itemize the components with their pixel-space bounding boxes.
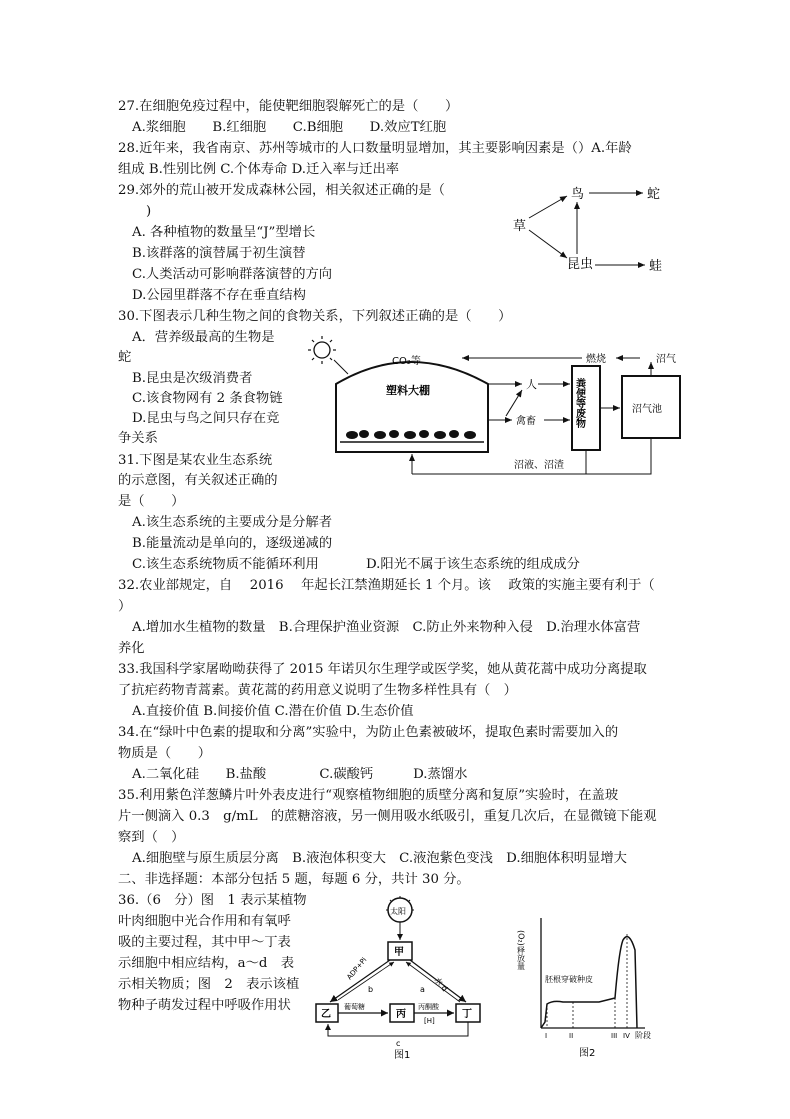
q35-stem-3: 察到（ ） — [118, 830, 185, 845]
eco-livestock: 禽畜 — [516, 416, 536, 427]
q36-line-3: 吸的主要过程，其中甲～丁表 — [118, 935, 291, 950]
q31-stem-3: 是（ ） — [118, 494, 185, 509]
q36-line-6: 物种子萌发过程中呼吸作用状 — [118, 998, 291, 1013]
fig1-jia: 甲 — [394, 947, 404, 958]
fig1-ding: 丁 — [462, 1009, 472, 1020]
fig1-water-d: 水 d — [432, 975, 450, 994]
food-web-insect: 昆虫 — [567, 257, 594, 272]
fig1-bing: 丙 — [396, 1009, 406, 1020]
eco-human: 人 — [526, 378, 537, 391]
section-2-heading: 二、非选择题：本部分包括 5 题，每题 6 分，共计 30 分。 — [118, 872, 470, 887]
q29-option-b: B.该群落的演替属于初生演替 — [132, 246, 306, 261]
fig1-adp: ADP+Pi — [345, 956, 369, 982]
fig2-tick-1: I — [545, 1032, 548, 1040]
fig1-a: a — [420, 985, 425, 994]
q27-options: A.浆细胞 B.红细胞 C.B细胞 D.效应T红胞 — [132, 120, 447, 135]
q32-options-2: 养化 — [118, 641, 145, 656]
q35-options: A.细胞壁与原生质层分离 B.液泡体积变大 C.液泡紫色变浅 D.细胞体积明显增大 — [132, 851, 627, 866]
q31-stem-2: 的示意图，有关叙述正确的 — [118, 473, 278, 488]
fig1-pyruvate: 丙酮酸 — [418, 1003, 439, 1011]
plants-icon — [340, 430, 484, 442]
q36-line-5: 示相关物质；图 2 表示该植 — [118, 977, 300, 992]
q36-line-2: 叶肉细胞中光合作用和有氧呼 — [118, 914, 291, 929]
q31-option-c: C.该生态系统物质不能循环利用 — [132, 557, 319, 572]
q29-option-a: A. 各种植物的数量呈“J”型增长 — [132, 225, 316, 240]
q30-option-a-2: 蛇 — [118, 350, 132, 365]
fig1-h: [H] — [424, 1017, 435, 1025]
q31-option-a: A.该生态系统的主要成分是分解者 — [132, 515, 332, 530]
fig2-xlabel: 阶段 — [635, 1031, 651, 1040]
q30-stem: 30.下图表示几种生物之间的食物关系，下列叙述正确的是（ ） — [118, 309, 512, 324]
fig1-c: c — [396, 1039, 401, 1048]
food-web-frog: 蛙 — [649, 259, 663, 274]
q28-stem-1: 28.近年来，我省南京、苏州等城市的人口数量明显增加，其主要影响因素是（）A.年龄 — [118, 141, 632, 156]
q33-stem-2: 了抗疟药物青蒿素。黄花蒿的药用意义说明了生物多样性具有（ ） — [118, 683, 517, 698]
q32-stem-2: ） — [118, 599, 132, 614]
eco-digester: 沼气池 — [632, 404, 662, 415]
fig1-b: b — [368, 985, 374, 994]
q36-line-4: 示细胞中相应结构，a～d 表 — [118, 956, 295, 971]
eco-biogas: 沼气 — [656, 354, 676, 365]
sun-icon — [386, 896, 414, 922]
fig2-tick-2: II — [569, 1032, 574, 1040]
q31-option-b: B.能量流动是单向的，逐级递减的 — [132, 536, 333, 551]
q29-stem-1: 29.郊外的荒山被开发成森林公园，相关叙述正确的是（ — [118, 183, 445, 198]
food-web-snake: 蛇 — [647, 187, 661, 202]
eco-co2: CO₂等 — [392, 356, 421, 367]
q32-stem-1: 32.农业部规定，自 2016 年起长江禁渔期延长 1 个月。该 政策的实施主要有利于（ — [118, 578, 655, 593]
q32-options: A.增加水生植物的数量 B.合理保护渔业资源 C.防止外来物种入侵 D.治理水体富营 — [132, 620, 641, 635]
arrow-grass-bird — [529, 196, 567, 218]
q34-options: A.二氧化硅 B.盐酸 C.碳酸钙 D.蒸馏水 — [132, 767, 468, 782]
q35-stem-2: 片一侧滴入 0.3 g/mL 的蔗糖溶液，另一侧用吸水纸吸引，重复几次后，在显微镜下能观 — [118, 809, 657, 824]
fig1-caption: 图1 — [394, 1050, 411, 1061]
sun-icon — [308, 336, 348, 374]
fig2-annotation: 胚根穿破种皮 — [545, 975, 593, 984]
q34-stem-2: 物质是（ ） — [118, 746, 212, 761]
q29-option-c: C.人类活动可影响群落演替的方向 — [132, 267, 333, 282]
figure-1-diagram — [310, 896, 495, 1061]
fig1-yi: 乙 — [321, 1009, 331, 1020]
fig1-sun: 太阳 — [390, 907, 406, 916]
fig2-tick-4: IV — [623, 1032, 630, 1040]
food-web-grass: 草 — [513, 219, 527, 234]
q30-option-b: B.昆虫是次级消费者 — [132, 371, 253, 386]
q30-option-d-1: D.昆虫与鸟之间只存在竞 — [132, 411, 280, 426]
ecosystem-diagram — [300, 334, 685, 482]
q36-line-1: 36.（6 分）图 1 表示某植物 — [118, 893, 307, 908]
eco-burning: 燃烧 — [586, 354, 606, 365]
fig2-tick-3: III — [611, 1032, 618, 1040]
q30-option-a-1: A．营养级最高的生物是 — [132, 330, 275, 345]
q29-option-d: D.公园里群落不存在垂直结构 — [132, 288, 306, 303]
q29-stem-2: ) — [146, 204, 152, 219]
fig1-glucose: 葡萄糖 — [344, 1003, 365, 1011]
food-web-bird: 鸟 — [571, 187, 585, 202]
q35-stem-1: 35.利用紫色洋葱鳞片叶外表皮进行“观察植物细胞的质壁分离和复原”实验时，在盖玻 — [118, 788, 619, 803]
q33-options: A.直接价值 B.间接价值 C.潜在价值 D.生态价值 — [132, 704, 414, 719]
q28-stem-2: 组成 B.性别比例 C.个体寿命 D.迁入率与迁出率 — [118, 162, 400, 177]
q31-option-d: D.阳光不属于该生态系统的组成成分 — [366, 557, 580, 572]
q30-option-d-2: 争关系 — [118, 431, 158, 446]
q33-stem-1: 33.我国科学家屠呦呦获得了 2015 年诺贝尔生理学或医学奖，她从黄花蒿中成功分离提取 — [118, 662, 647, 677]
q27-stem: 27.在细胞免疫过程中，能使靶细胞裂解死亡的是（ ） — [118, 99, 459, 114]
eco-slurry: 沼液、沼渣 — [514, 460, 564, 471]
fig2-caption: 图2 — [579, 1048, 596, 1059]
food-web-diagram — [505, 178, 675, 278]
arrow-grass-insect — [529, 230, 567, 258]
q34-stem-1: 34.在“绿叶中色素的提取和分离”实验中，为防止色素被破坏，提取色素时需要加入的 — [118, 725, 619, 740]
fig2-ylabel: (O₂)释放量 — [517, 930, 526, 970]
q30-option-c: C.该食物网有 2 条食物链 — [132, 391, 283, 406]
figure-2-chart — [517, 910, 665, 1060]
eco-waste: 粪便等废物 — [573, 378, 585, 428]
q31-stem-1: 31.下图是某农业生态系统 — [118, 453, 273, 468]
eco-greenhouse: 塑料大棚 — [386, 384, 430, 397]
